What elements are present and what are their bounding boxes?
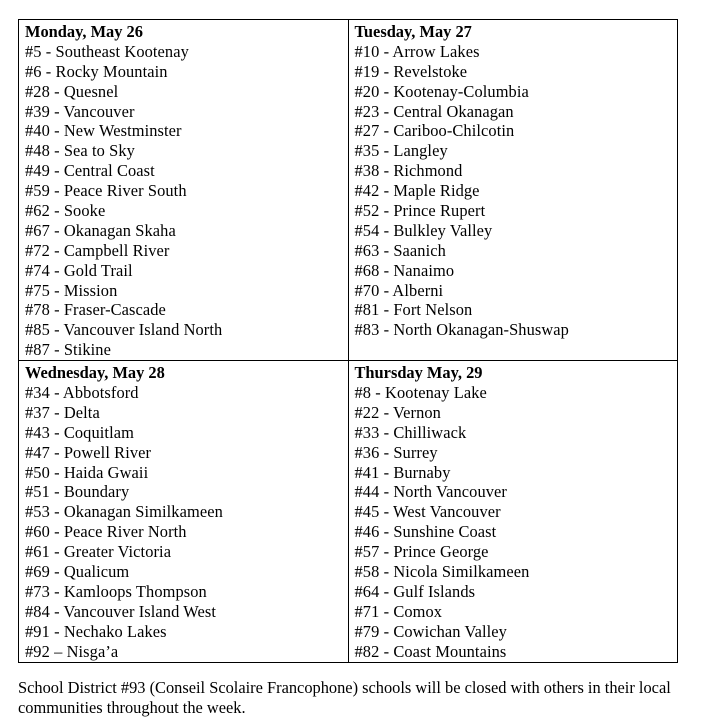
district-item: #78 - Fraser-Cascade bbox=[25, 300, 166, 320]
district-item: #74 - Gold Trail bbox=[25, 260, 133, 280]
district-item: #41 - Burnaby bbox=[354, 462, 451, 482]
day-cell-wednesday bbox=[19, 361, 349, 662]
day-heading-thursday: Thursday May, 29 bbox=[354, 363, 483, 383]
district-item: #82 - Coast Mountains bbox=[354, 641, 507, 661]
district-item: #28 - Quesnel bbox=[25, 81, 119, 101]
district-item: #48 - Sea to Sky bbox=[25, 141, 135, 161]
district-item: #57 - Prince George bbox=[354, 542, 489, 562]
district-item: #20 - Kootenay-Columbia bbox=[354, 81, 529, 101]
district-item: #8 - Kootenay Lake bbox=[354, 383, 487, 403]
district-item: #37 - Delta bbox=[25, 402, 100, 422]
day-heading-tuesday: Tuesday, May 27 bbox=[354, 22, 472, 41]
district-item: #36 - Surrey bbox=[354, 442, 438, 462]
district-item: #84 - Vancouver Island West bbox=[25, 601, 217, 621]
district-item: #19 - Revelstoke bbox=[354, 61, 468, 81]
district-item: #61 - Greater Victoria bbox=[25, 542, 172, 562]
day-cell-thursday bbox=[348, 361, 678, 662]
district-item: #5 - Southeast Kootenay bbox=[25, 41, 189, 61]
district-item: #73 - Kamloops Thompson bbox=[25, 581, 207, 601]
closure-schedule-table bbox=[18, 19, 678, 663]
district-item: #44 - North Vancouver bbox=[354, 482, 507, 502]
district-item: #69 - Qualicum bbox=[25, 562, 130, 582]
district-item: #50 - Haida Gwaii bbox=[25, 462, 149, 482]
district-item: #52 - Prince Rupert bbox=[354, 201, 486, 221]
district-item: #51 - Boundary bbox=[25, 482, 130, 502]
district-item: #70 - Alberni bbox=[354, 280, 444, 300]
district-item: #60 - Peace River North bbox=[25, 522, 187, 542]
district-item: #75 - Mission bbox=[25, 280, 118, 300]
district-item: #6 - Rocky Mountain bbox=[25, 61, 168, 81]
district-item: #40 - New Westminster bbox=[25, 121, 182, 141]
district-item: #85 - Vancouver Island North bbox=[25, 320, 223, 340]
district-item: #83 - North Okanagan-Shuswap bbox=[354, 320, 569, 340]
district-list-monday bbox=[25, 42, 342, 360]
district-list-tuesday bbox=[355, 42, 672, 340]
district-item: #46 - Sunshine Coast bbox=[354, 522, 497, 542]
district-item: #54 - Bulkley Valley bbox=[354, 220, 493, 240]
district-item: #38 - Richmond bbox=[354, 161, 463, 181]
district-list-wednesday bbox=[25, 383, 342, 661]
district-item: #64 - Gulf Islands bbox=[354, 581, 476, 601]
district-item: #71 - Comox bbox=[354, 601, 443, 621]
district-item: #62 - Sooke bbox=[25, 201, 106, 221]
district-item: #67 - Okanagan Skaha bbox=[25, 220, 176, 240]
district-item: #59 - Peace River South bbox=[25, 181, 187, 201]
district-item: #10 - Arrow Lakes bbox=[354, 41, 480, 61]
district-item: #91 - Nechako Lakes bbox=[25, 621, 167, 641]
schedule-row-top bbox=[19, 20, 678, 361]
district-item: #39 - Vancouver bbox=[25, 101, 135, 121]
district-list-thursday bbox=[355, 383, 672, 661]
day-heading-monday: Monday, May 26 bbox=[25, 22, 143, 41]
district-item: #35 - Langley bbox=[354, 141, 448, 161]
district-item: #47 - Powell River bbox=[25, 442, 152, 462]
day-heading-wednesday: Wednesday, May 28 bbox=[25, 363, 165, 383]
district-item: #33 - Chilliwack bbox=[354, 422, 467, 442]
day-cell-monday bbox=[19, 20, 349, 361]
day-cell-tuesday bbox=[348, 20, 678, 361]
district-item: #87 - Stikine bbox=[25, 340, 111, 360]
district-item: #22 - Vernon bbox=[354, 402, 441, 422]
francophone-district-note: School District #93 (Conseil Scolaire Francophone) schools will be closed with others in their local communities throughout the week. bbox=[18, 678, 671, 717]
district-item: #23 - Central Okanagan bbox=[354, 101, 514, 121]
district-item: #68 - Nanaimo bbox=[354, 260, 455, 280]
district-item: #45 - West Vancouver bbox=[354, 502, 501, 522]
schedule-row-bottom bbox=[19, 361, 678, 662]
district-item: #92 – Nisga’a bbox=[25, 641, 119, 661]
district-item: #79 - Cowichan Valley bbox=[354, 621, 507, 641]
district-item: #27 - Cariboo-Chilcotin bbox=[354, 121, 515, 141]
district-item: #43 - Coquitlam bbox=[25, 422, 134, 442]
district-item: #72 - Campbell River bbox=[25, 240, 170, 260]
district-item: #81 - Fort Nelson bbox=[354, 300, 473, 320]
district-item: #42 - Maple Ridge bbox=[354, 181, 480, 201]
district-item: #34 - Abbotsford bbox=[25, 383, 139, 403]
district-item: #49 - Central Coast bbox=[25, 161, 155, 181]
district-item: #58 - Nicola Similkameen bbox=[354, 562, 530, 582]
district-item: #63 - Saanich bbox=[354, 240, 446, 260]
district-item: #53 - Okanagan Similkameen bbox=[25, 502, 223, 522]
